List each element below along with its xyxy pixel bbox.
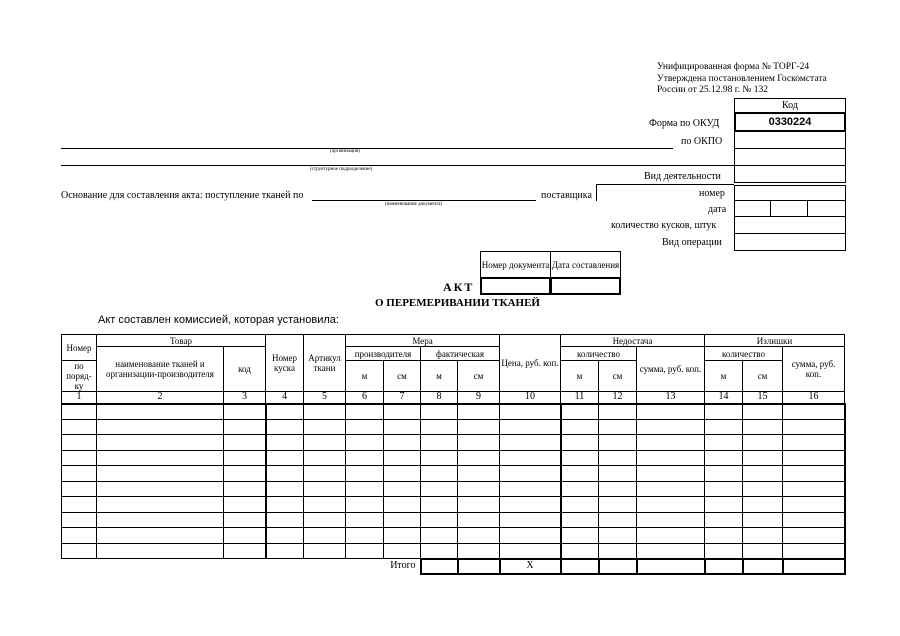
table-cell[interactable] [266,497,304,513]
table-cell[interactable] [500,466,561,482]
table-cell[interactable] [346,466,384,482]
table-row [62,466,845,482]
table-cell[interactable] [743,466,783,482]
table-cell[interactable] [224,466,266,482]
doc-date-header: Дата составления [550,251,621,278]
table-cell[interactable] [346,481,384,497]
table-cell[interactable] [304,404,346,420]
table-cell[interactable] [500,528,561,544]
table-cell[interactable] [304,419,346,435]
table-cell[interactable] [97,419,224,435]
table-cell[interactable] [743,404,783,420]
table-cell[interactable] [743,528,783,544]
table-cell[interactable] [561,497,599,513]
table-cell[interactable] [62,497,97,513]
table-cell[interactable] [421,481,458,497]
table-cell[interactable] [97,404,224,420]
table-cell[interactable] [384,450,421,466]
table-cell[interactable] [637,543,705,559]
table-cell[interactable] [705,497,743,513]
table-cell[interactable] [62,435,97,451]
act-intro: Акт составлен комиссией, которая установила: [98,314,339,326]
table-cell[interactable] [705,481,743,497]
table-cell[interactable] [346,450,384,466]
table-cell[interactable] [62,419,97,435]
date-month-field[interactable] [770,200,808,217]
table-cell[interactable] [224,497,266,513]
table-cell[interactable] [266,419,304,435]
fabric-table [61,334,846,575]
table-cell[interactable] [384,528,421,544]
table-cell[interactable] [458,435,500,451]
table-cell[interactable] [743,512,783,528]
organization-caption: (организация) [330,149,360,154]
table-cell[interactable] [599,466,637,482]
table-cell[interactable] [561,466,599,482]
table-cell[interactable] [266,543,304,559]
table-row [62,497,845,513]
table-cell[interactable] [561,419,599,435]
th-measure: Мера [346,335,500,347]
table-cell[interactable] [421,497,458,513]
th-actual-cm: см [458,361,500,392]
col-num-6: 6 [346,392,384,404]
th-number-bottom: по поряд-ку [62,361,97,392]
table-cell[interactable] [599,481,637,497]
table-cell[interactable] [500,481,561,497]
table-cell[interactable] [421,435,458,451]
table-cell[interactable] [637,435,705,451]
okud-label: Форма по ОКУД [649,118,720,129]
table-cell[interactable] [458,543,500,559]
table-cell[interactable] [304,481,346,497]
table-cell[interactable] [224,435,266,451]
total-price-x: Х [500,559,561,574]
table-cell[interactable] [743,435,783,451]
table-cell[interactable] [500,497,561,513]
department-line[interactable] [61,165,734,166]
table-cell[interactable] [599,450,637,466]
th-surplus-sum: сумма, руб. коп. [783,347,845,392]
col-num-14: 14 [705,392,743,404]
table-cell[interactable] [637,528,705,544]
table-cell[interactable] [384,419,421,435]
table-row [62,419,845,435]
table-cell[interactable] [500,419,561,435]
table-cell[interactable] [62,450,97,466]
col-num-8: 8 [421,392,458,404]
table-cell[interactable] [458,419,500,435]
table-cell[interactable] [783,450,845,466]
table-cell[interactable] [421,419,458,435]
date-day-field[interactable] [734,200,771,217]
total-shortage-cm[interactable] [599,559,637,574]
form-header-line3: России от 25.12.98 г. № 132 [657,85,769,95]
table-row [62,528,845,544]
th-actual: фактическая [421,347,500,361]
col-num-5: 5 [304,392,346,404]
table-cell[interactable] [97,450,224,466]
basis-document-line[interactable] [312,200,536,201]
table-cell[interactable] [304,466,346,482]
th-producer: производителя [346,347,421,361]
col-num-1: 1 [62,392,97,404]
th-article: Артикул ткани [304,335,346,392]
table-cell[interactable] [266,435,304,451]
table-cell[interactable] [743,419,783,435]
table-cell[interactable] [458,528,500,544]
table-cell[interactable] [783,435,845,451]
th-shortage-qty: количество [561,347,637,361]
table-cell[interactable] [62,481,97,497]
operation-label: Вид операции [662,237,722,248]
pieces-label: количество кусков, штук [611,220,717,231]
table-cell[interactable] [97,481,224,497]
table-cell[interactable] [224,528,266,544]
blank-code-field[interactable] [734,148,846,166]
total-actual-m[interactable] [421,559,458,574]
table-cell[interactable] [561,512,599,528]
total-surplus-cm[interactable] [743,559,783,574]
table-cell[interactable] [783,543,845,559]
form-header-line2: Утверждена постановлением Госкомстата [657,73,827,84]
table-cell[interactable] [421,528,458,544]
table-cell[interactable] [97,512,224,528]
table-row [62,450,845,466]
table-cell[interactable] [97,543,224,559]
th-price: Цена, руб. коп. [500,335,561,392]
table-cell[interactable] [224,543,266,559]
table-cell[interactable] [346,512,384,528]
table-cell[interactable] [266,466,304,482]
table-row [62,512,845,528]
department-caption: (структурное подразделение) [310,167,373,172]
table-cell[interactable] [705,528,743,544]
date-year-field[interactable] [807,200,846,217]
organization-line[interactable] [61,148,673,149]
table-cell[interactable] [599,419,637,435]
th-shortage-cm: см [599,361,637,392]
table-cell[interactable] [783,481,845,497]
table-cell[interactable] [561,435,599,451]
table-cell[interactable] [346,419,384,435]
table-cell[interactable] [62,404,97,420]
table-cell[interactable] [224,512,266,528]
th-actual-m: м [421,361,458,392]
act-title: АКТ [443,280,475,294]
number-row-rule [596,184,734,185]
form-header [657,62,827,97]
table-cell[interactable] [599,512,637,528]
table-cell[interactable] [743,497,783,513]
table-cell[interactable] [783,466,845,482]
table-cell[interactable] [304,450,346,466]
activity-code-field[interactable] [734,165,846,183]
table-cell[interactable] [384,481,421,497]
table-cell[interactable] [743,450,783,466]
table-cell[interactable] [97,466,224,482]
th-number-top: Номер [62,335,97,361]
table-cell[interactable] [743,481,783,497]
table-cell[interactable] [599,435,637,451]
th-tovar: Товар [97,335,266,347]
table-cell[interactable] [421,466,458,482]
table-cell[interactable] [637,512,705,528]
table-cell[interactable] [346,497,384,513]
table-cell[interactable] [304,528,346,544]
table-cell[interactable] [62,528,97,544]
total-spacer [62,559,346,574]
th-surplus-cm: см [743,361,783,392]
table-cell[interactable] [266,528,304,544]
col-num-3: 3 [224,392,266,404]
table-cell[interactable] [62,543,97,559]
okpo-label: по ОКПО [681,136,723,147]
table-cell[interactable] [224,481,266,497]
table-cell[interactable] [266,450,304,466]
th-code: код [224,347,266,392]
total-shortage-sum[interactable] [637,559,705,574]
th-producer-m: м [346,361,384,392]
okpo-code-field[interactable] [734,131,846,149]
table-cell[interactable] [637,404,705,420]
total-surplus-m[interactable] [705,559,743,574]
col-num-7: 7 [384,392,421,404]
table-cell[interactable] [637,481,705,497]
table-cell[interactable] [458,466,500,482]
basis-label: Основание для составления акта: поступление тканей по [61,190,304,201]
operation-field[interactable] [734,233,846,251]
code-header: Код [734,98,846,113]
th-piece: Номер куска [266,335,304,392]
table-cell[interactable] [384,512,421,528]
col-num-11: 11 [561,392,599,404]
table-cell[interactable] [705,419,743,435]
table-cell[interactable] [705,466,743,482]
doc-number-field[interactable] [480,277,551,295]
number-field[interactable] [734,185,846,201]
table-cell[interactable] [783,512,845,528]
col-num-12: 12 [599,392,637,404]
th-name: наименование тканей и организации-производителя [97,347,224,392]
table-cell[interactable] [346,404,384,420]
th-surplus-qty: количество [705,347,783,361]
table-cell[interactable] [500,435,561,451]
th-surplus: Излишки [705,335,845,347]
table-cell[interactable] [346,528,384,544]
table-cell[interactable] [384,497,421,513]
table-cell[interactable] [705,404,743,420]
table-cell[interactable] [384,543,421,559]
table-cell[interactable] [224,419,266,435]
number-row-left-rule [596,184,597,201]
table-cell[interactable] [97,435,224,451]
table-row [62,543,845,559]
table-cell[interactable] [783,528,845,544]
col-num-16: 16 [783,392,845,404]
col-num-9: 9 [458,392,500,404]
table-cell[interactable] [637,497,705,513]
table-cell[interactable] [637,466,705,482]
table-cell[interactable] [346,543,384,559]
table-row [62,481,845,497]
table-cell[interactable] [62,512,97,528]
table-cell[interactable] [346,435,384,451]
table-cell[interactable] [458,497,500,513]
table-cell[interactable] [384,404,421,420]
date-label: дата [708,204,727,215]
table-cell[interactable] [500,543,561,559]
act-subtitle: О ПЕРЕМЕРИВАНИИ ТКАНЕЙ [375,297,540,309]
table-cell[interactable] [266,404,304,420]
table-cell[interactable] [97,497,224,513]
table-cell[interactable] [97,528,224,544]
table-cell[interactable] [224,450,266,466]
table-cell[interactable] [561,528,599,544]
col-num-4: 4 [266,392,304,404]
table-cell[interactable] [458,481,500,497]
table-cell[interactable] [783,404,845,420]
number-label: номер [699,188,725,199]
table-cell[interactable] [561,450,599,466]
table-cell[interactable] [62,466,97,482]
table-cell[interactable] [266,512,304,528]
col-num-15: 15 [743,392,783,404]
table-cell[interactable] [599,497,637,513]
supplier-label: поставщика [541,190,592,201]
okud-code-field[interactable]: 0330224 [734,112,846,132]
doc-number-header: Номер документа [480,251,551,278]
table-cell[interactable] [421,543,458,559]
total-surplus-sum[interactable] [783,559,845,574]
basis-document-caption: (наименование документа) [385,202,443,207]
table-cell[interactable] [705,450,743,466]
table-cell[interactable] [458,404,500,420]
table-cell[interactable] [500,450,561,466]
table-cell[interactable] [266,481,304,497]
table-cell[interactable] [783,419,845,435]
total-actual-cm[interactable] [458,559,500,574]
table-cell[interactable] [304,512,346,528]
table-cell[interactable] [304,435,346,451]
table-cell[interactable] [458,450,500,466]
col-num-13: 13 [637,392,705,404]
table-cell[interactable] [637,419,705,435]
table-cell[interactable] [304,497,346,513]
table-cell[interactable] [458,512,500,528]
table-cell[interactable] [561,481,599,497]
th-shortage-m: м [561,361,599,392]
table-row [62,404,845,420]
table-cell[interactable] [705,512,743,528]
table-cell[interactable] [304,543,346,559]
col-num-10: 10 [500,392,561,404]
th-producer-cm: см [384,361,421,392]
pieces-field[interactable] [734,216,846,234]
col-num-2: 2 [97,392,224,404]
table-cell[interactable] [705,543,743,559]
table-cell[interactable] [599,528,637,544]
table-cell[interactable] [637,450,705,466]
total-shortage-m[interactable] [561,559,599,574]
table-cell[interactable] [384,466,421,482]
form-header-line1: Унифицированная форма № ТОРГ-24 [657,62,810,72]
table-cell[interactable] [561,404,599,420]
table-cell[interactable] [705,435,743,451]
table-cell[interactable] [783,497,845,513]
activity-label: Вид деятельности [644,171,721,182]
table-cell[interactable] [500,404,561,420]
table-cell[interactable] [421,512,458,528]
table-cell[interactable] [224,404,266,420]
table-cell[interactable] [599,543,637,559]
table-row [62,435,845,451]
table-cell[interactable] [384,435,421,451]
doc-date-field[interactable] [550,277,621,295]
table-cell[interactable] [743,543,783,559]
table-cell[interactable] [421,450,458,466]
th-shortage-sum: сумма, руб. коп. [637,347,705,392]
table-cell[interactable] [500,512,561,528]
total-label: Итого [390,560,416,572]
table-cell[interactable] [421,404,458,420]
table-cell[interactable] [561,543,599,559]
table-cell[interactable] [599,404,637,420]
th-shortage: Недостача [561,335,705,347]
th-surplus-m: м [705,361,743,392]
